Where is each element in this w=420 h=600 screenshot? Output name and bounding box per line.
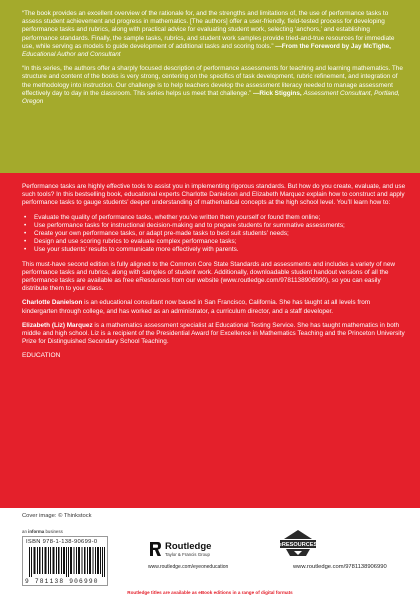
cover-image-credit: Cover image: © Thinkstock <box>22 513 92 519</box>
eresources-label: eRESOURCES <box>278 542 318 548</box>
author-bio-2-text: is a mathematics assessment specialist at Educational Testing Service. She has taught mathematics in both middle and high school. Liz is a recipient of the Presidential Award for Excellence in Mathematics Teaching and the Princeton University Prize for Distinguished Secondary School Teaching. <box>22 321 405 346</box>
list-item: • Evaluate the quality of performance tasks, whether you’ve written them yourself or found them online; <box>22 214 406 222</box>
author-name-1: Charlotte Danielson <box>22 299 83 307</box>
endorsement-2-role: Assessment Consultant, Portland, Oregon <box>22 89 400 106</box>
publisher-name: Routledge <box>165 541 212 552</box>
author-bio-1-text: is an educational consultant now based in San Francisco, California. She has taught at all levels from kindergarten through college, and has worked as an administrator, a curriculum director, and a staff developer. <box>22 299 371 315</box>
endorsement-1 <box>22 10 406 59</box>
endorsement-2-attribution: —Rick Stiggins, <box>253 89 302 97</box>
endorsement-1-role: Educational Author and Consultant <box>22 51 121 59</box>
author-bio-2 <box>22 322 406 347</box>
informa-prefix: an <box>22 529 29 534</box>
endorsement-1-attribution: —From the Foreword by Jay McTighe, <box>275 42 391 50</box>
isbn-barcode-box <box>22 536 108 586</box>
list-item: • Use performance tasks for instructional decision-making and to prepare students for summative assessments; <box>22 222 406 230</box>
barcode-icon <box>29 547 105 577</box>
eresources-badge-icon <box>278 529 318 557</box>
description-section <box>0 173 420 508</box>
back-cover-footer <box>0 508 420 600</box>
edition-paragraph: This must-have second edition is fully aligned to the Common Core State Standards and assessments and includes a variety of new performance tasks and rubrics, along with samples of student work. Additionally, downloadable student handout versions of all the performance tasks are available as free eResources from our website (www.routledge.com/9781138906990), so you can easily distribute them to your class. <box>22 260 395 293</box>
endorsement-2-text: “In this series, the authors offer a sharply focused description of performance assessments for teaching and learning mathematics. The structure and content of the books is very strong, centering on the specifics of task development, rubric refinement, and integration of the methodology into instruction. Our challenge is to help teachers develop the assessment literacy needed to manage assessment effectively day to day in the classroom. This series helps us meet that challenge.” <box>22 65 403 97</box>
informa-name: informa <box>28 529 45 534</box>
author-bio-1 <box>22 299 406 315</box>
intro-paragraph: Performance tasks are highly effective tools to assist you in implementing rigorous standards. But how do you create, evaluate, and use such tools? In this bestselling book, educational experts Charlotte Danielson and Elizabeth Marquez explain how to construct and apply performance tasks to gauge students’ deeper understanding of mathematical concepts at the high school level. You’ll learn how to: <box>22 183 406 207</box>
barcode-number: 9 781138 906990 <box>25 578 99 585</box>
informa-business-label <box>22 529 63 534</box>
author-name-2: Elizabeth (Liz) Marquez <box>22 321 93 329</box>
eresources-url: www.routledge.com/9781138906990 <box>293 564 387 570</box>
endorsements-section <box>0 0 420 173</box>
category-label: EDUCATION <box>22 352 61 360</box>
list-item: • Create your own performance tasks, or adapt pre-made tasks to best suit students’ needs; <box>22 230 406 238</box>
publisher-subtitle: Taylor & Francis Group <box>165 552 210 557</box>
ebook-availability-note: Routledge titles are available as eBook editions in a range of digital formats <box>127 590 293 595</box>
publisher-url: www.routledge.com/eyeoneducation <box>148 564 229 570</box>
list-item: • Use your students’ results to communicate more effectively with parents. <box>22 246 406 254</box>
endorsement-1-text: “The book provides an excellent overview of the rationale for, and the strengths and limitations of, the use of performance tasks to assess student achievement and progress in mathematics. [The authors] offer a user-friendly, field-tested process for developing performance tasks and rubrics, along with practical advice for evaluating student work, selecting ‘anchors,’ and establishing performance standards. Finally, the sample tasks, rubrics, and student work samples provide tried-and-true resources for immediate use, while serving as models to guide development of additional tasks and scoring tools.” <box>22 10 395 50</box>
endorsement-2 <box>22 65 406 106</box>
learning-list <box>22 214 406 255</box>
routledge-mark-icon <box>148 541 162 557</box>
list-item: • Design and use scoring rubrics to evaluate complex performance tasks; <box>22 238 406 246</box>
informa-suffix: business <box>44 529 63 534</box>
isbn-text: ISBN 978-1-138-90699-0 <box>26 539 98 545</box>
